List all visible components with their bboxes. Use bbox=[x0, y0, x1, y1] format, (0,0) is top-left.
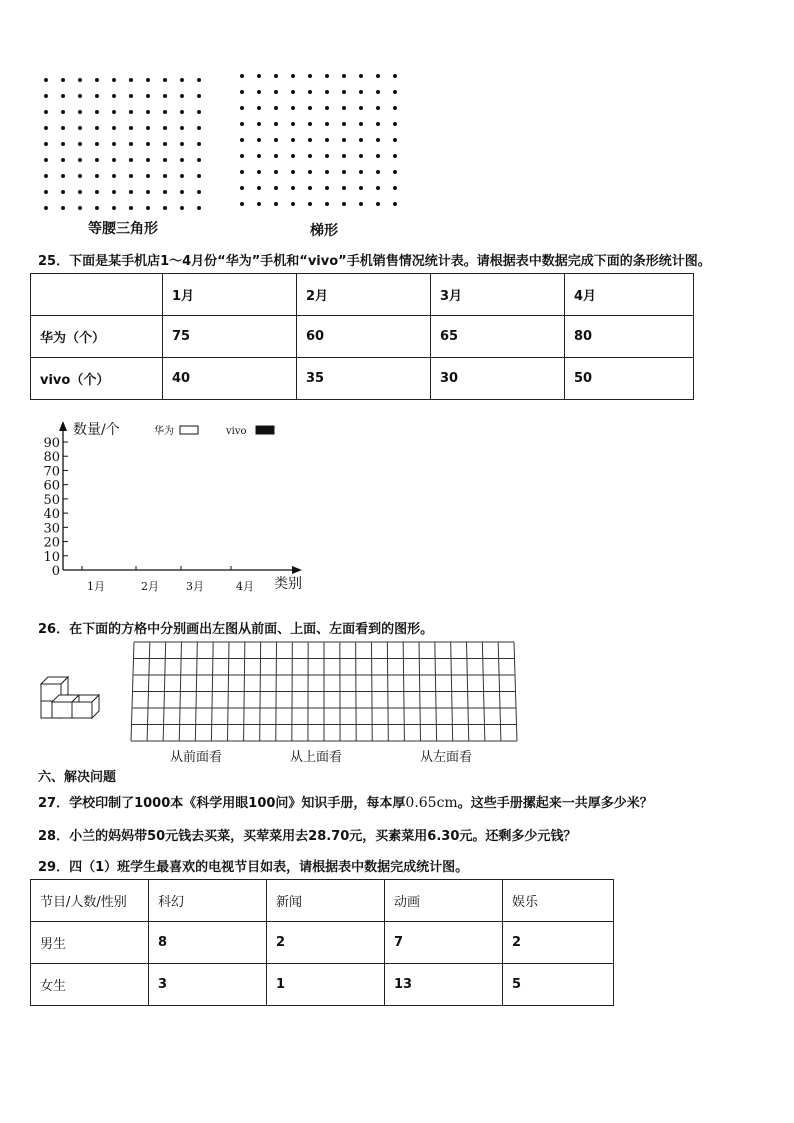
table-cell: 华为（个） bbox=[31, 316, 163, 358]
grid-dot bbox=[342, 106, 346, 110]
grid-dot bbox=[180, 174, 184, 178]
grid-dot bbox=[112, 78, 116, 82]
table-row bbox=[31, 274, 694, 316]
grid-dot bbox=[129, 110, 133, 114]
grid-dot bbox=[257, 138, 261, 142]
y-tick-label: 90 bbox=[43, 436, 60, 451]
grid-dot bbox=[257, 106, 261, 110]
grid-dot bbox=[359, 186, 363, 190]
grid-dot bbox=[342, 186, 346, 190]
grid-dot bbox=[61, 174, 65, 178]
table-cell: 科幻 bbox=[149, 880, 267, 922]
grid-dot bbox=[61, 190, 65, 194]
grid-dot bbox=[325, 138, 329, 142]
table-cell: 40 bbox=[163, 358, 297, 400]
grid-dot bbox=[393, 74, 397, 78]
grid-dot bbox=[78, 142, 82, 146]
grid-dot bbox=[359, 154, 363, 158]
grid-dot bbox=[274, 90, 278, 94]
grid-dot bbox=[61, 158, 65, 162]
grid-dot bbox=[78, 110, 82, 114]
grid-dot bbox=[342, 138, 346, 142]
table-cell: 1 bbox=[267, 964, 385, 1006]
table-row bbox=[31, 964, 614, 1006]
grid-dot bbox=[146, 190, 150, 194]
caption-trapezoid: 梯形 bbox=[310, 223, 338, 239]
grid-dot bbox=[163, 94, 167, 98]
table-row bbox=[31, 922, 614, 964]
grid-dot bbox=[163, 126, 167, 130]
grid-dot bbox=[112, 94, 116, 98]
y-tick-label: 30 bbox=[43, 521, 60, 537]
grid-dot bbox=[61, 94, 65, 98]
grid-dot bbox=[376, 170, 380, 174]
grid-dot bbox=[291, 122, 295, 126]
grid-dot bbox=[78, 78, 82, 82]
grid-dot bbox=[112, 190, 116, 194]
grid-dot bbox=[180, 126, 184, 130]
table-cell: 2 bbox=[503, 922, 614, 964]
dot-grid-trapezoid bbox=[236, 70, 406, 214]
dot-grid-svg bbox=[236, 70, 406, 214]
y-tick-label: 40 bbox=[43, 507, 60, 523]
table-cell: 2 bbox=[267, 922, 385, 964]
grid-dot bbox=[257, 90, 261, 94]
y-axis-title: 数量/个 bbox=[73, 422, 120, 438]
question-25-text: 25．下面是某手机店1～4月份“华为”手机和“vivo”手机销售情况统计表。请根据表中数据完成下面的条形统计图。 bbox=[38, 254, 711, 269]
grid-dot bbox=[95, 126, 99, 130]
table-cell: 2月 bbox=[297, 274, 431, 316]
grid-dot bbox=[180, 190, 184, 194]
x-axis-title: 类别 bbox=[274, 576, 302, 592]
legend-swatch bbox=[256, 426, 274, 434]
table-cell: 3 bbox=[149, 964, 267, 1006]
grid-dot bbox=[308, 154, 312, 158]
grid-dot bbox=[112, 158, 116, 162]
grid-dot bbox=[325, 74, 329, 78]
x-tick-label: 1月 bbox=[87, 580, 105, 593]
grid-dot bbox=[393, 138, 397, 142]
grid-dot bbox=[376, 74, 380, 78]
grid-dot bbox=[274, 154, 278, 158]
grid-dot bbox=[376, 154, 380, 158]
table-cell: 50 bbox=[565, 358, 694, 400]
grid-dot bbox=[308, 202, 312, 206]
bar-chart-svg bbox=[30, 413, 320, 598]
question-27-text bbox=[38, 792, 653, 811]
table-cell: 娱乐 bbox=[503, 880, 614, 922]
grid-dot bbox=[342, 122, 346, 126]
table-cell: 75 bbox=[163, 316, 297, 358]
question-28-text: 28．小兰的妈妈带50元钱去买菜，买荤菜用去28.70元，买素菜用6.30元。还剩多少元钱？ bbox=[38, 829, 577, 844]
grid-dot bbox=[393, 202, 397, 206]
grid-dot bbox=[95, 158, 99, 162]
table-cell: 女生 bbox=[31, 964, 149, 1006]
grid-dot bbox=[197, 94, 201, 98]
grid-dot bbox=[274, 106, 278, 110]
drawing-grid-svg bbox=[129, 640, 521, 744]
grid-dot bbox=[274, 122, 278, 126]
grid-dot bbox=[180, 94, 184, 98]
grid-dot bbox=[393, 106, 397, 110]
grid-dot bbox=[78, 206, 82, 210]
grid-dot bbox=[291, 138, 295, 142]
y-tick-label: 0 bbox=[51, 564, 60, 579]
dot-grid-svg bbox=[40, 74, 210, 214]
grid-dot bbox=[146, 126, 150, 130]
grid-dot bbox=[78, 174, 82, 178]
table-row bbox=[31, 358, 694, 400]
grid-dot bbox=[274, 74, 278, 78]
grid-dot bbox=[197, 142, 201, 146]
grid-dot bbox=[78, 190, 82, 194]
grid-dot bbox=[78, 94, 82, 98]
grid-dot bbox=[180, 110, 184, 114]
grid-dot bbox=[180, 142, 184, 146]
question-27-part2: 。这些手册摞起来一共厚多少米？ bbox=[457, 796, 653, 811]
caption-isosceles-triangle: 等腰三角形 bbox=[88, 221, 158, 237]
grid-dot bbox=[112, 110, 116, 114]
table-row bbox=[31, 316, 694, 358]
grid-dot bbox=[44, 142, 48, 146]
grid-dot bbox=[44, 174, 48, 178]
grid-dot bbox=[129, 94, 133, 98]
grid-dot bbox=[197, 174, 201, 178]
x-tick-label: 2月 bbox=[141, 580, 159, 593]
table-cell: 节目/人数/性别 bbox=[31, 880, 149, 922]
grid-dot bbox=[308, 122, 312, 126]
grid-dot bbox=[61, 206, 65, 210]
grid-dot bbox=[95, 110, 99, 114]
cube-figure bbox=[38, 672, 113, 724]
grid-dot bbox=[325, 170, 329, 174]
grid-dot bbox=[129, 174, 133, 178]
table-cell: 新闻 bbox=[267, 880, 385, 922]
grid-dot bbox=[291, 186, 295, 190]
table-row bbox=[31, 880, 614, 922]
grid-dot bbox=[257, 74, 261, 78]
grid-dot bbox=[129, 142, 133, 146]
grid-dot bbox=[78, 126, 82, 130]
grid-dot bbox=[291, 106, 295, 110]
grid-dot bbox=[308, 186, 312, 190]
grid-dot bbox=[325, 106, 329, 110]
grid-dot bbox=[197, 206, 201, 210]
grid-dot bbox=[44, 126, 48, 130]
view-label-front: 从前面看 bbox=[170, 750, 223, 765]
grid-dot bbox=[95, 94, 99, 98]
drawing-grid bbox=[129, 640, 521, 748]
grid-dot bbox=[163, 158, 167, 162]
grid-dot bbox=[308, 106, 312, 110]
grid-dot bbox=[342, 202, 346, 206]
y-tick-label: 70 bbox=[43, 464, 60, 480]
table-cell: 30 bbox=[431, 358, 565, 400]
grid-dot bbox=[180, 158, 184, 162]
grid-dot bbox=[325, 202, 329, 206]
table-cell bbox=[31, 274, 163, 316]
table-cell: 35 bbox=[297, 358, 431, 400]
grid-dot bbox=[274, 186, 278, 190]
table-cell: 男生 bbox=[31, 922, 149, 964]
x-axis-arrow bbox=[292, 566, 302, 574]
grid-dot bbox=[240, 138, 244, 142]
grid-dot bbox=[78, 158, 82, 162]
grid-dot bbox=[240, 170, 244, 174]
thickness-value: 0.65cm bbox=[405, 795, 458, 811]
dot-grid-isosceles-triangle bbox=[40, 74, 210, 214]
grid-dot bbox=[129, 206, 133, 210]
y-tick-label: 20 bbox=[43, 535, 60, 551]
grid-dot bbox=[342, 90, 346, 94]
grid-dot bbox=[257, 186, 261, 190]
cube-figure-svg bbox=[38, 672, 113, 720]
grid-dot bbox=[112, 206, 116, 210]
grid-dot bbox=[342, 170, 346, 174]
y-tick-label: 60 bbox=[43, 478, 60, 494]
grid-dot bbox=[44, 78, 48, 82]
grid-dot bbox=[308, 90, 312, 94]
grid-dot bbox=[197, 78, 201, 82]
grid-dot bbox=[291, 90, 295, 94]
grid-dot bbox=[274, 170, 278, 174]
grid-dot bbox=[291, 170, 295, 174]
grid-dot bbox=[180, 206, 184, 210]
view-label-top: 从上面看 bbox=[290, 750, 343, 765]
table-cell: 80 bbox=[565, 316, 694, 358]
grid-dot bbox=[146, 206, 150, 210]
grid-dot bbox=[325, 154, 329, 158]
grid-dot bbox=[240, 106, 244, 110]
grid-dot bbox=[129, 158, 133, 162]
grid-dot bbox=[376, 186, 380, 190]
grid-dot bbox=[146, 94, 150, 98]
grid-dot bbox=[112, 126, 116, 130]
grid-dot bbox=[112, 174, 116, 178]
grid-dot bbox=[44, 110, 48, 114]
legend-swatch bbox=[180, 426, 198, 434]
bar-chart bbox=[30, 413, 320, 602]
grid-dot bbox=[308, 138, 312, 142]
grid-dot bbox=[342, 154, 346, 158]
grid-dot bbox=[146, 110, 150, 114]
grid-dot bbox=[163, 190, 167, 194]
legend-label: 华为 bbox=[154, 426, 174, 437]
grid-dot bbox=[291, 74, 295, 78]
question-29-text: 29．四（1）班学生最喜欢的电视节目如表，请根据表中数据完成统计图。 bbox=[38, 860, 469, 875]
tv-program-table bbox=[30, 879, 614, 1006]
grid-dot bbox=[44, 206, 48, 210]
view-label-left: 从左面看 bbox=[420, 750, 473, 765]
grid-dot bbox=[146, 78, 150, 82]
grid-dot bbox=[325, 90, 329, 94]
grid-dot bbox=[129, 78, 133, 82]
grid-dot bbox=[291, 154, 295, 158]
grid-dot bbox=[44, 94, 48, 98]
table-cell: 13 bbox=[385, 964, 503, 1006]
grid-dot bbox=[129, 190, 133, 194]
y-tick-label: 10 bbox=[43, 549, 60, 565]
grid-dot bbox=[376, 202, 380, 206]
grid-dot bbox=[240, 90, 244, 94]
grid-dot bbox=[359, 90, 363, 94]
grid-dot bbox=[240, 74, 244, 78]
grid-dot bbox=[325, 122, 329, 126]
grid-dot bbox=[95, 142, 99, 146]
grid-dot bbox=[95, 190, 99, 194]
legend-label: vivo bbox=[226, 426, 247, 437]
table-cell: 65 bbox=[431, 316, 565, 358]
grid-dot bbox=[146, 174, 150, 178]
grid-dot bbox=[95, 206, 99, 210]
grid-dot bbox=[257, 122, 261, 126]
y-tick-label: 80 bbox=[43, 450, 60, 466]
grid-dot bbox=[257, 202, 261, 206]
table-cell: 7 bbox=[385, 922, 503, 964]
grid-dot bbox=[342, 74, 346, 78]
grid-dot bbox=[359, 202, 363, 206]
grid-dot bbox=[240, 202, 244, 206]
grid-dot bbox=[376, 106, 380, 110]
x-tick-label: 3月 bbox=[186, 580, 204, 593]
x-tick-label: 4月 bbox=[236, 580, 254, 593]
grid-dot bbox=[44, 190, 48, 194]
grid-lines bbox=[131, 642, 517, 741]
section-6-heading: 六、解决问题 bbox=[38, 770, 117, 785]
table-cell: 8 bbox=[149, 922, 267, 964]
table-cell: 动画 bbox=[385, 880, 503, 922]
grid-dot bbox=[146, 142, 150, 146]
question-27-part1: 27．学校印制了1000本《科学用眼100问》知识手册，每本厚 bbox=[38, 796, 406, 811]
grid-dot bbox=[308, 170, 312, 174]
grid-dot bbox=[240, 154, 244, 158]
grid-dot bbox=[163, 142, 167, 146]
grid-dot bbox=[257, 170, 261, 174]
table-cell: vivo（个） bbox=[31, 358, 163, 400]
grid-dot bbox=[44, 158, 48, 162]
grid-dot bbox=[359, 138, 363, 142]
grid-dot bbox=[359, 122, 363, 126]
table-cell: 1月 bbox=[163, 274, 297, 316]
grid-dot bbox=[376, 138, 380, 142]
grid-dot bbox=[240, 122, 244, 126]
grid-dot bbox=[393, 186, 397, 190]
y-axis-arrow bbox=[59, 421, 67, 431]
y-tick-label: 50 bbox=[43, 492, 60, 508]
grid-dot bbox=[376, 122, 380, 126]
grid-dot bbox=[197, 110, 201, 114]
grid-dot bbox=[129, 126, 133, 130]
grid-dot bbox=[61, 110, 65, 114]
grid-dot bbox=[240, 186, 244, 190]
grid-dot bbox=[61, 126, 65, 130]
grid-dot bbox=[146, 158, 150, 162]
table-cell: 4月 bbox=[565, 274, 694, 316]
grid-dot bbox=[291, 202, 295, 206]
grid-dot bbox=[393, 90, 397, 94]
grid-dot bbox=[95, 78, 99, 82]
grid-dot bbox=[393, 170, 397, 174]
grid-dot bbox=[163, 206, 167, 210]
grid-dot bbox=[325, 186, 329, 190]
grid-dot bbox=[359, 74, 363, 78]
grid-dot bbox=[197, 158, 201, 162]
table-cell: 3月 bbox=[431, 274, 565, 316]
grid-dot bbox=[61, 142, 65, 146]
table-cell: 60 bbox=[297, 316, 431, 358]
grid-dot bbox=[376, 90, 380, 94]
grid-dot bbox=[393, 154, 397, 158]
grid-dot bbox=[180, 78, 184, 82]
phone-sales-table bbox=[30, 273, 694, 400]
grid-dot bbox=[197, 126, 201, 130]
grid-dot bbox=[274, 202, 278, 206]
grid-dot bbox=[163, 78, 167, 82]
grid-dot bbox=[393, 122, 397, 126]
grid-dot bbox=[359, 106, 363, 110]
question-26-text: 26．在下面的方格中分别画出左图从前面、上面、左面看到的图形。 bbox=[38, 622, 434, 637]
grid-dot bbox=[197, 190, 201, 194]
grid-dot bbox=[95, 174, 99, 178]
table-cell: 5 bbox=[503, 964, 614, 1006]
grid-dot bbox=[308, 74, 312, 78]
grid-dot bbox=[112, 142, 116, 146]
grid-dot bbox=[257, 154, 261, 158]
grid-dot bbox=[274, 138, 278, 142]
grid-dot bbox=[163, 174, 167, 178]
grid-dot bbox=[163, 110, 167, 114]
grid-dot bbox=[61, 78, 65, 82]
grid-dot bbox=[359, 170, 363, 174]
